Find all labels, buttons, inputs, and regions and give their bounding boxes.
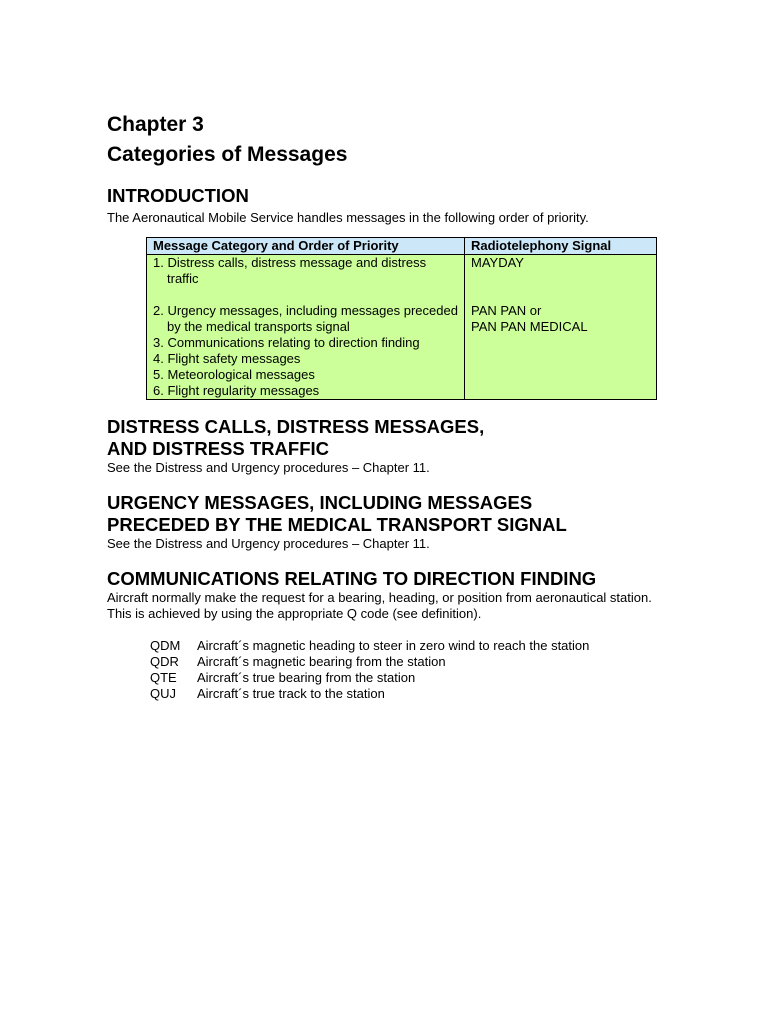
direction-finding-section <box>107 568 707 702</box>
distress-section <box>107 416 707 476</box>
chapter-number: Chapter 3 <box>107 113 204 136</box>
chapter-title: Categories of Messages <box>107 143 348 166</box>
signal-mayday: MAYDAY <box>471 255 524 270</box>
q-code-meaning: Aircraft´s magnetic heading to steer in zero wind to reach the station <box>197 638 590 653</box>
q-code: QDM <box>150 638 181 653</box>
category-item: 4. Flight safety messages <box>153 351 301 366</box>
urgency-heading-line2: PRECEDED BY THE MEDICAL TRANSPORT SIGNAL <box>107 514 567 535</box>
category-item: 3. Communications relating to direction finding <box>153 335 420 350</box>
category-item: 6. Flight regularity messages <box>153 383 320 398</box>
q-code-meaning: Aircraft´s true track to the station <box>197 686 385 701</box>
priority-table <box>146 237 657 400</box>
q-code: QTE <box>150 670 177 685</box>
category-item: 1. Distress calls, distress message and distress traffic <box>153 255 427 286</box>
q-code-row <box>150 670 707 686</box>
q-code-row <box>150 654 707 670</box>
q-code: QUJ <box>150 686 176 701</box>
category-item: 2. Urgency messages, including messages preceded by the medical transports signal <box>153 303 458 334</box>
introduction-heading: INTRODUCTION <box>107 185 249 206</box>
q-code-list <box>150 638 707 702</box>
q-code: QDR <box>150 654 179 669</box>
urgency-section <box>107 492 707 552</box>
distress-heading-line1: DISTRESS CALLS, DISTRESS MESSAGES, <box>107 416 485 437</box>
signal-cell <box>465 255 657 400</box>
q-code-meaning: Aircraft´s true bearing from the station <box>197 670 416 685</box>
q-code-meaning: Aircraft´s magnetic bearing from the station <box>197 654 446 669</box>
direction-finding-text-line2: This is achieved by using the appropriate Q code (see definition). <box>107 606 482 621</box>
q-code-row <box>150 686 707 702</box>
signal-pan-pan: PAN PAN or <box>471 303 542 318</box>
document-page <box>107 110 707 702</box>
urgency-heading-line1: URGENCY MESSAGES, INCLUDING MESSAGES <box>107 492 533 513</box>
category-item: 5. Meteorological messages <box>153 367 315 382</box>
header-radiotelephony-signal: Radiotelephony Signal <box>465 238 657 255</box>
distress-text: See the Distress and Urgency procedures – Chapter 11. <box>107 460 430 475</box>
q-code-row <box>150 638 707 654</box>
priority-table-header-row <box>147 238 657 255</box>
urgency-text: See the Distress and Urgency procedures – Chapter 11. <box>107 536 430 551</box>
distress-heading-line2: AND DISTRESS TRAFFIC <box>107 438 329 459</box>
category-cell <box>147 255 465 400</box>
header-message-category: Message Category and Order of Priority <box>147 238 465 255</box>
direction-finding-heading: COMMUNICATIONS RELATING TO DIRECTION FINDING <box>107 568 597 589</box>
priority-table-body-row <box>147 255 657 400</box>
introduction-text: The Aeronautical Mobile Service handles messages in the following order of priority. <box>107 210 589 225</box>
direction-finding-text-line1: Aircraft normally make the request for a bearing, heading, or position from aeronautical station. <box>107 590 652 605</box>
signal-pan-pan-medical: PAN PAN MEDICAL <box>471 319 588 334</box>
